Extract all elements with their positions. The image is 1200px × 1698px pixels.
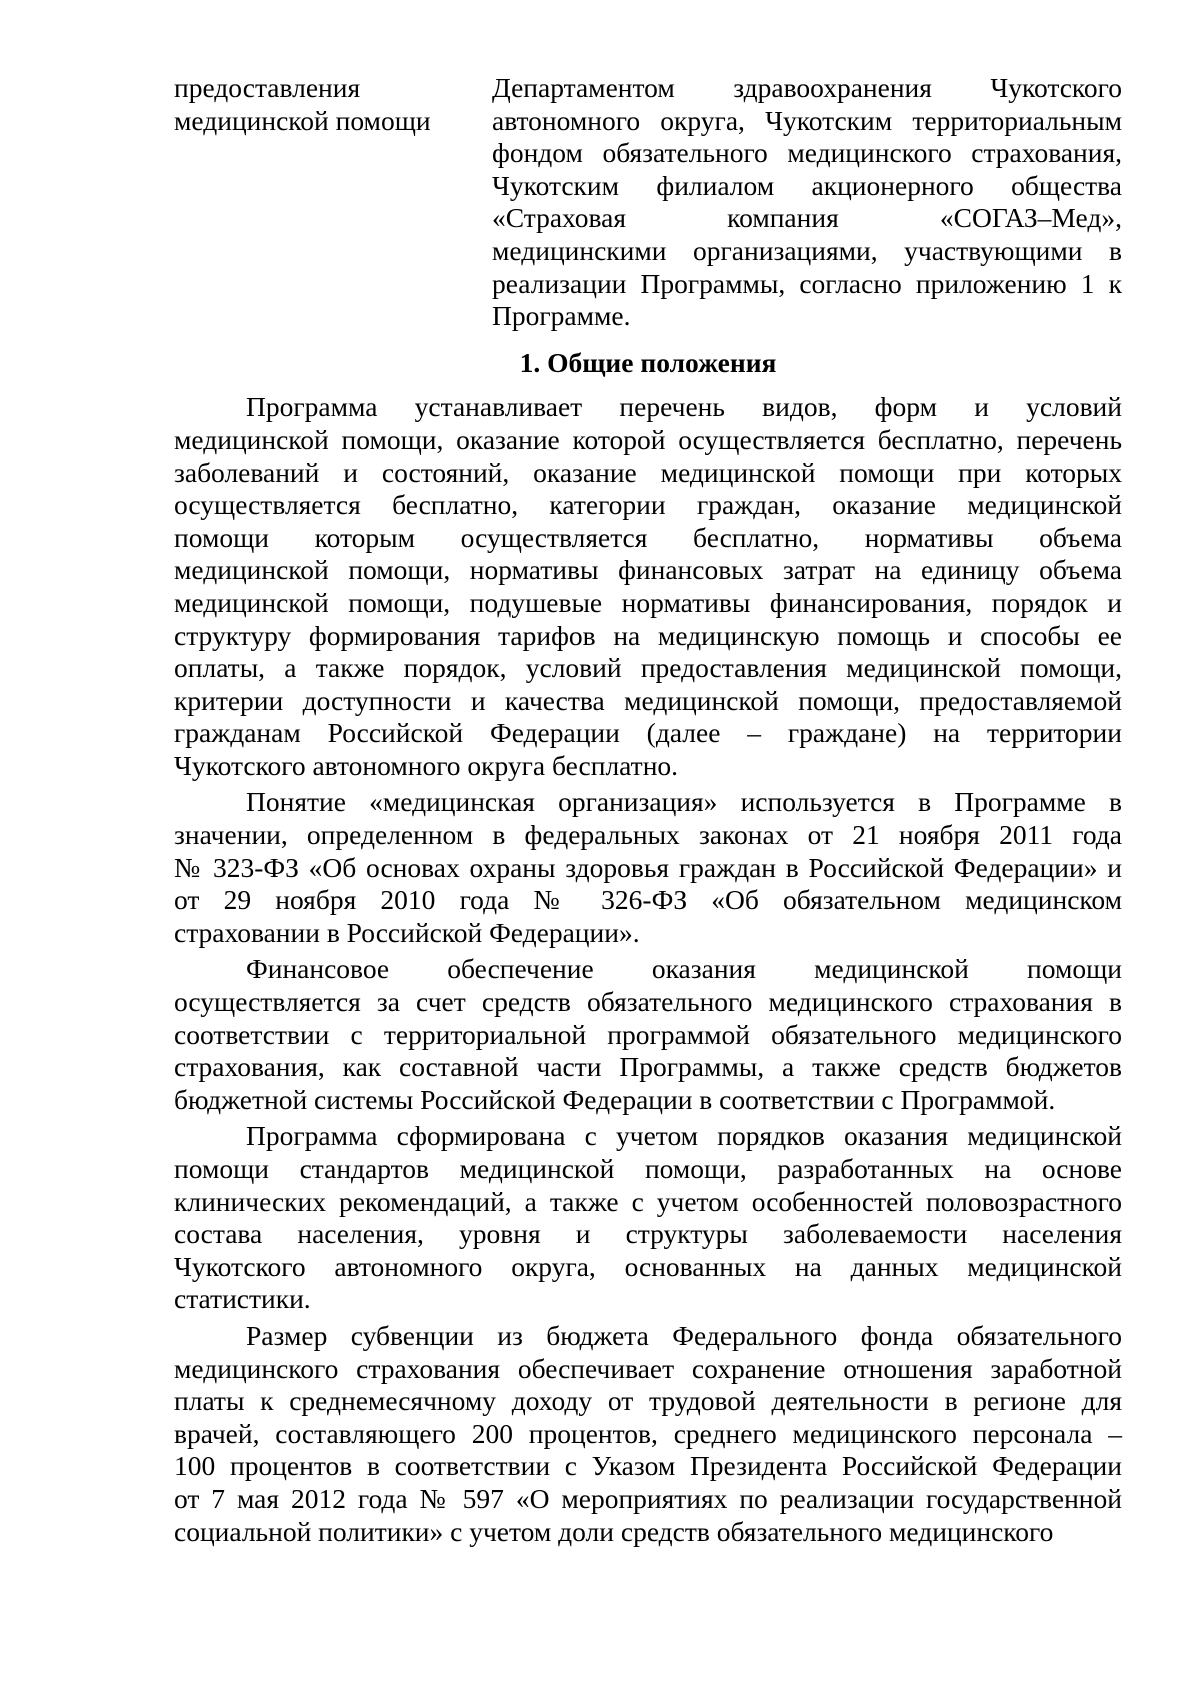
paragraph <box>174 1120 1122 1316</box>
paragraph <box>174 391 1122 782</box>
paragraph-line: Размер субвенции из бюджета Федерального фонда обязательного <box>246 1319 1122 1351</box>
paragraph-line: клинических рекомендаций, а также с учетом особенностей половозрастного <box>174 1185 1122 1217</box>
paragraph-line: медицинской помощи, оказание которой осуществляется бесплатно, перечень <box>174 423 1122 455</box>
paragraph-line: Программа устанавливает перечень видов, форм и условий <box>246 391 1122 423</box>
paragraph-line: Понятие «медицинская организация» используется в Программе в <box>246 786 1122 818</box>
paragraph <box>174 1320 1122 1548</box>
paragraph-line: значении, определенном в федеральных законах от 21 ноября 2011 года <box>174 819 1122 851</box>
paragraph-line: врачей, составляющего 200 процентов, среднего медицинского персонала – <box>174 1417 1122 1449</box>
paragraph-line: № 323-ФЗ «Об основах охраны здоровья граждан в Российской Федерации» и <box>174 851 1122 883</box>
table-right-line: «Страховая компания «СОГАЗ–Мед», <box>492 202 1122 234</box>
table-right-line: автономного округа, Чукотским территориальным <box>492 104 1122 136</box>
paragraph-line: заболеваний и состояний, оказание медицинской помощи при которых <box>174 456 1122 488</box>
table-right-line: медицинскими организациями, участвующими в <box>492 234 1122 266</box>
paragraph <box>174 953 1122 1116</box>
document-page <box>174 72 1122 1548</box>
paragraph-line: медицинской помощи, подушевые нормативы финансирования, порядок и <box>174 586 1122 618</box>
paragraph-line: осуществляется бесплатно, категории граждан, оказание медицинской <box>174 489 1122 521</box>
paragraph-line: Чукотского автономного округа бесплатно. <box>174 749 679 781</box>
table-right-line: фондом обязательного медицинского страхования, <box>492 137 1122 169</box>
table-left-line: медицинской помощи <box>174 104 431 136</box>
paragraph-line: от 7 мая 2012 года № 597 «О мероприятиях по реализации государственной <box>174 1482 1122 1514</box>
paragraph-line: соответствии с территориальной программой обязательного медицинского <box>174 1018 1122 1050</box>
paragraph-line: социальной политики» с учетом доли средств обязательного медицинского <box>174 1515 1054 1547</box>
table-right-line: Чукотским филиалом акционерного общества <box>492 169 1122 201</box>
paragraph-line: от 29 ноября 2010 года № 326-ФЗ «Об обязательном медицинском <box>174 884 1122 916</box>
table-right-cell <box>492 72 1122 333</box>
paragraph-line: платы к среднемесячному доходу от трудовой деятельности в регионе для <box>174 1385 1122 1417</box>
paragraph-line: 100 процентов в соответствии с Указом Президента Российской Федерации <box>174 1450 1122 1482</box>
section-body <box>174 391 1122 1548</box>
paragraph-line: страховании в Российской Федерации». <box>174 916 640 948</box>
paragraph-line: статистики. <box>174 1283 311 1315</box>
table-right-line: реализации Программы, согласно приложению 1 к <box>492 267 1122 299</box>
paragraph-line: помощи стандартов медицинской помощи, разработанных на основе <box>174 1153 1122 1184</box>
paragraph-line: состава населения, уровня и структуры заболеваемости населения <box>174 1218 1122 1250</box>
table-right-line: Департаментом здравоохранения Чукотского <box>492 72 1122 103</box>
table-right-line: Программе. <box>492 300 631 332</box>
paragraph-line: критерии доступности и качества медицинской помощи, предоставляемой <box>174 684 1122 716</box>
paragraph-line: оплаты, а также порядок, условий предоставления медицинской помощи, <box>174 652 1122 684</box>
paragraph-line: гражданам Российской Федерации (далее – граждане) на территории <box>174 717 1122 749</box>
paragraph-line: страхования, как составной части Программы, а также средств бюджетов <box>174 1051 1122 1083</box>
paragraph-line: бюджетной системы Российской Федерации в соответствии с Программой. <box>174 1083 1056 1115</box>
table-left-cell <box>174 72 492 333</box>
paragraph-line: Программа сформирована с учетом порядков оказания медицинской <box>246 1120 1122 1152</box>
paragraph <box>174 786 1122 949</box>
paragraph-line: помощи которым осуществляется бесплатно, нормативы объема <box>174 521 1122 553</box>
table-left-line: предоставления <box>174 72 361 103</box>
paragraph-line: структуру формирования тарифов на медицинскую помощь и способы ее <box>174 619 1122 651</box>
table-fragment <box>174 72 1122 333</box>
paragraph-line: медицинской помощи, нормативы финансовых затрат на единицу объема <box>174 554 1122 586</box>
paragraph-line: осуществляется за счет средств обязательного медицинского страхования в <box>174 986 1122 1018</box>
paragraph-line: Чукотского автономного округа, основанных на данных медицинской <box>174 1250 1122 1282</box>
paragraph-line: медицинского страхования обеспечивает сохранение отношения заработной <box>174 1352 1122 1384</box>
section-heading: 1. Общие положения <box>519 346 777 378</box>
paragraph-line: Финансовое обеспечение оказания медицинской помощи <box>246 953 1122 985</box>
